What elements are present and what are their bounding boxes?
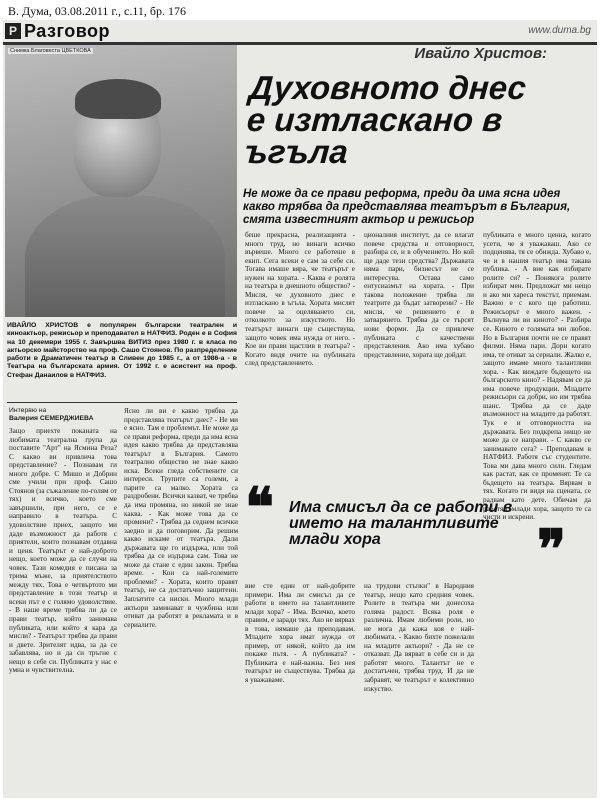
- byline-name: Валерия СЕМЕРДЖИЕВА: [9, 415, 94, 422]
- column-4-text: ционалния институт, да се влагат повече средства и отговорност, разбира се, и в обучението. Но кой ще даде тези средства? Държавата няма пари, бизнесът не се интересува. Остава само ентусиазмът на хората. - При такова положение трябва ли театрите да бъдат затворени? - Не мисля, че решението е в затварянето. Трябва да се търсят нови форми. Да се привлече публиката с качествени представления. Ако има хубаво представление, хората ще дойдат.: [364, 231, 474, 359]
- caption-name: ИВАЙЛО ХРИСТОВ: [7, 322, 79, 329]
- column-6-text: вие сте един от най-добрите примери. Има ли смисъл да се работи в името на талантливите млади хора? - Има. Всичко, което правим, е заради тях. Ако не вярвах в това, нямаше да преподавам. Младите хора имат нужда от пример, от някой, който да им покаже пътя. - А публиката? - Публиката е най-важна. Без нея театърът не съществува. Трябва да я уважаваме.: [245, 582, 355, 685]
- column-1-text: Защо приехте поканата на любимата театрална група да поставите "Арт" на Ясмина Реза? С какво ви привлича това представление? - Познавам ги много добре. С Мишо и Добрин сме учили при проф. Сашо Стоянов (за съжаление по-голям от тях) и всичко, което сме завършили, при него, се е направило в театъра. С удоволствие приех, защото ми даде възможност да работя с приятели, които познавам отдавна и ценя. Театърът е най-доброто нещо, което може да се случи на човек. Тази комедия е писана за трима мъже, за приятелството между тях. Това е четвъртото ми представление в този театър и всеки път е с голямо удоволствие. - В наше време трябва ли да се прави театър, който занимава публиката, или който я кара да мисли? - Театърът трябва да прави и двете. Зрителят идва, за да се забавлява, но и да си тръгне с нещо в себе си. Публиката у нас е умна и чувствителна.: [9, 427, 117, 675]
- rubric-logo-icon: Р: [5, 23, 21, 39]
- headline: Духовното днес е изтласкано в ъгъла: [243, 69, 528, 170]
- caption-text: е популярен български театрален и киноактьор, режисьор и преподавател в НАТФИЗ. Роден е в София на 10 декември 1955 г. Завършва ВИТИЗ през 1980 г. в класа по актьорско майсторство на проф. Сашо Стоянов. По разпределение работи в Драматичен театър в Сливен до 1985 г., а от 1986-а - в Театъра на българската армия. От 1992 г. е асистент на проф. Стефан Данаилов в НАТФИЗ.: [7, 322, 238, 379]
- rubric-bar: [3, 20, 597, 45]
- deck: Не може да се прави реформа, преди да има ясна идея какво трябва да представлява театърът в България, смята известният актьор и режисьор: [243, 188, 571, 226]
- column-2-text: Ясно ли ви е какво трябва да представлява театърът днес? - Не ми е ясно. Там е проблемът. Не може да се прави реформа, преди да има ясна идея какво трябва да представлява театърът в България. Самото театрално общество не знае какво иска. Всеки гледа собствените си интереси. Трупите са големи, а парите са малко. Хората са раздробени. Всички казват, че трябва да има промяна, но никой не знае каква. - Как може това да се промени? - Трябва да седнем всички заедно и да поговорим. Да решим какво искаме от театъра. Дали държавата ще го издържа, или той трябва да се издържа сам. Това не може да стане с един закон. Трябва време. - Кои са най-големите проблеми? - Хората, които правят театър, не са достатъчно защитени. Заплатите са ниски. Много млади актьори заминават в чужбина или отиват да работят в рекламата и в сериалите.: [124, 407, 238, 629]
- article-column-2: [124, 407, 238, 793]
- close-quote-icon: ❞: [537, 517, 567, 581]
- article-column-1: [9, 407, 117, 793]
- photo-credit: Снимка Благовеста ЦВЕТКОВА: [10, 48, 91, 54]
- pull-quote-text: Има смисъл да се работи в името на талантливите млади хора: [289, 499, 513, 548]
- column-7-text: на трудови стъпки" в Народния театър, нещо като средния човек. Ролите в театъра ми донесоха голяма радост. Всяка роля е различна. Имам любими роли, но не мога да кажа коя е най-любимата. - Какво бихте пожелали на младите актьори? - Да не се отказват. Да вярват в себе си и да работят много. Талантът не е достатъчен, трябва труд. И да не забравят, че театърът е колективно изкуство.: [364, 582, 474, 693]
- portrait-hair: [75, 79, 161, 119]
- article-column-4: [364, 231, 474, 473]
- byline-label: Интервю на: [9, 407, 47, 414]
- column-3-text: беше прекрасна, реализацията - много труд, но винаги всичко вървеше. Много се работеше в екип. Сега всеки е сам за себе си. Тогава имаше вяра, че театърът е нужен на хората. - Каква е ролята на театъра в днешното общество? - Мисля, че духовното днес е изтласкано в ъгъла. Хората мислят повече за оцеляването си, отколкото за изкуството. Но театърът винаги ще съществува, защото човек има нужда от него. - Кое ви прави щастлив в театъра? - Когато видя очите на публиката след представлението.: [245, 231, 355, 368]
- interviewee-name: Ивайло Христов:: [414, 45, 547, 62]
- site-url: www.duma.bg: [528, 25, 591, 36]
- pull-quote: [245, 475, 575, 581]
- rubric: [5, 20, 110, 42]
- article-column-6: [245, 582, 355, 793]
- article-column-7: [364, 582, 474, 793]
- source-citation: В. Дума, 03.08.2011 г., с.11, бр. 176: [8, 4, 186, 18]
- rubric-label: Разговор: [24, 20, 111, 41]
- portrait-body: [25, 195, 225, 317]
- photo-caption: [7, 322, 237, 380]
- byline: [9, 407, 117, 423]
- portrait-photo: [5, 45, 237, 317]
- caption-divider: [7, 402, 237, 403]
- article-column-3: [245, 231, 355, 473]
- newspaper-clipping: [3, 20, 597, 798]
- column-5-text: публиката е много ценна, когато усети, че я уважаваш. Ако се подценява, тя се обижда. Хубаво е, че и в нашия театър има такава публика. - А вие как избирате ролите си? - Понякога ролите избират мен. Предложат ми нещо и ако ми хареса текстът, приемам. Важно е с кого ще работиш. Режисьорът е много важен. - Вълнува ли ви киното? - Разбира се. Киното е голямата ми любов. Но в България почти не се правят филми. Няма пари. Дори когато има, те отиват за сериали. Жалко е, защото имаме много талантливи хора. - Как виждате бъдещето на българското кино? - Надявам се да има повече продукции. Младите режисьори са добри, но им трябва шанс. Трябва да се даде възможност на младите да работят. Тук е и отговорността на държавата. Без подкрепа нищо не може да се направи. - С какво се занимавате сега? - Преподавам в НАТФИЗ. Работя със студентите. Това ми дава много сили. Гледам как растат, как се променят. Те са бъдещето на театъра. Вярвам в тях. Когато ги видя на сцената, се радвам като дете. Обичам да работя с млади хора, защото те са чисти и искрени.: [483, 231, 591, 522]
- open-quote-icon: ❝: [245, 475, 275, 539]
